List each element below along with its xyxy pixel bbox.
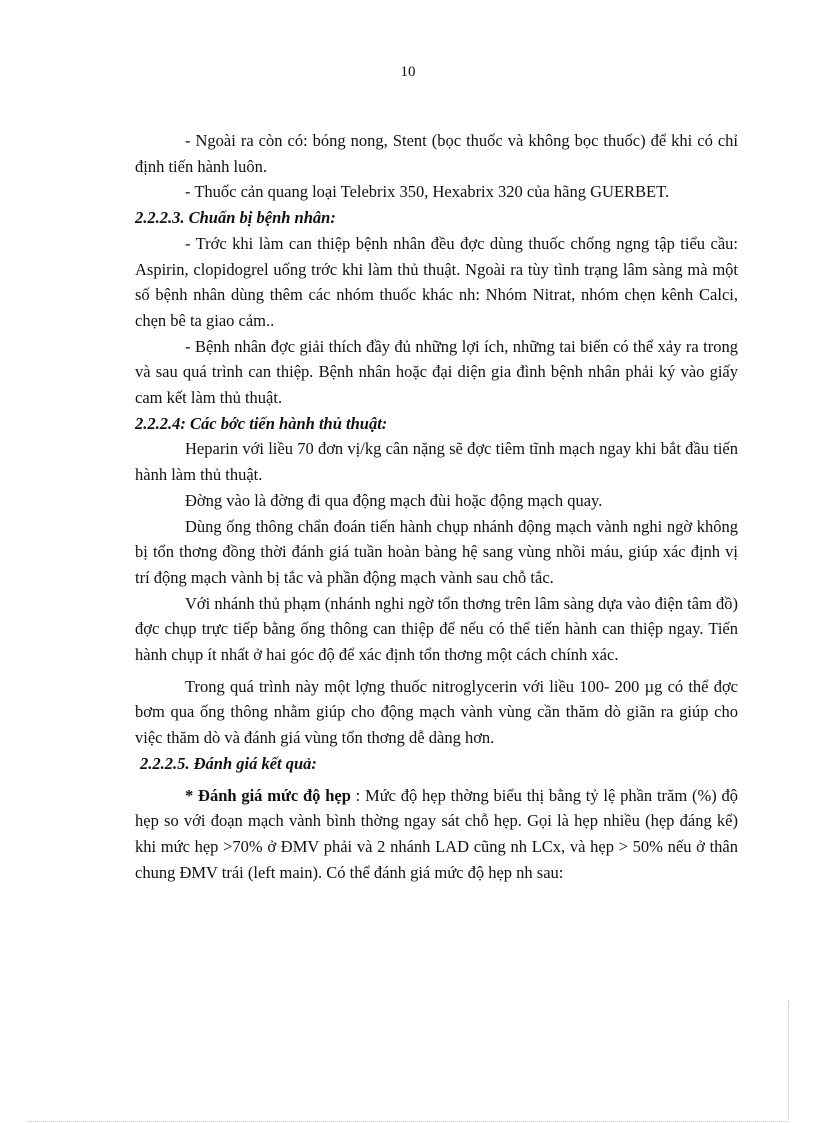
document-body	[135, 128, 738, 885]
paragraph: Dùng ống thông chẩn đoán tiến hành chụp nhánh động mạch vành nghi ngờ không bị tổn thơng đồng thời đánh giá tuần hoàn bàng hệ sang vùng nhồi máu, giúp xác định vị trí động mạch vành bị tắc và phần động mạch vành sau chỗ tắc.	[135, 516, 738, 587]
paragraph: - Bệnh nhân đợc giải thích đầy đủ những lợi ích, những tai biến có thể xảy ra trong và sau quá trình can thiệp. Bệnh nhân hoặc đại diện gia đình bệnh nhân phải ký vào giấy cam kết làm thủ thuật.	[135, 336, 738, 408]
page-border-right	[788, 1000, 789, 1120]
paragraph: Đờng vào là đờng đi qua động mạch đùi hoặc động mạch quay.	[185, 490, 603, 510]
section-heading: 2.2.2.4: Các bớc tiến hành thủ thuật:	[135, 413, 388, 433]
paragraph: - Trớc khi làm can thiệp bệnh nhân đều đợc dùng thuốc chống ngng tập tiểu cầu: Aspirin, clopidogrel uống trớc khi làm thủ thuật. Ngoài ra tùy tình trạng lâm sàng mà một số bệnh nhân dùng thêm các nhóm thuốc khác nh: Nhóm Nitrat, nhóm chẹn kênh Calci, chẹn bê ta giao cảm..	[135, 233, 738, 330]
paragraph: Với nhánh thủ phạm (nhánh nghi ngờ tổn thơng trên lâm sàng dựa vào điện tâm đồ) đợc chụp trực tiếp bằng ống thông can thiệp để nếu có thể tiến hành can thiệp ngay. Tiến hành chụp ít nhất ở hai góc độ để xác định tổn thơng một cách chính xác.	[135, 593, 738, 665]
paragraph-lead: * Đánh giá mức độ hẹp	[185, 785, 351, 805]
page-number: 10	[400, 64, 416, 80]
section-heading: 2.2.2.5. Đánh giá kết quả:	[140, 753, 317, 773]
paragraph-body: : Mức độ hẹp thờng biểu thị bằng tỷ lệ phần trăm (%) độ hẹp so với đoạn mạch vành bình thờng ngay sát chỗ hẹp. Gọi là hẹp nhiều (hẹp đáng kể) khi mức hẹp >70% ở ĐMV phải và 2 nhánh LAD cũng nh LCx, và hẹp > 50% nếu ở thân chung ĐMV trái (left main). Có thể đánh giá mức độ hẹp nh sau:	[135, 785, 739, 882]
section-heading: 2.2.2.3. Chuẩn bị bệnh nhân:	[135, 208, 336, 228]
page-border-bottom	[28, 1121, 788, 1122]
paragraph: - Ngoài ra còn có: bóng nong, Stent (bọc thuốc và không bọc thuốc) để khi có chỉ định tiến hành luôn.	[135, 131, 738, 176]
paragraph	[135, 783, 738, 886]
paragraph: Trong quá trình này một lợng thuốc nitroglycerin với liều 100- 200 µg có thể đợc bơm qua ống thông nhằm giúp cho động mạch vành vùng cần thăm dò giãn ra giúp cho việc thăm dò và đánh giá vùng tổn thơng dễ dàng hơn.	[135, 676, 738, 748]
paragraph: - Thuốc cản quang loại Telebrix 350, Hexabrix 320 của hãng GUERBET.	[185, 182, 670, 202]
paragraph: Heparin với liều 70 đơn vị/kg cân nặng sẽ đợc tiêm tĩnh mạch ngay khi bắt đầu tiến hành làm thủ thuật.	[135, 439, 738, 485]
